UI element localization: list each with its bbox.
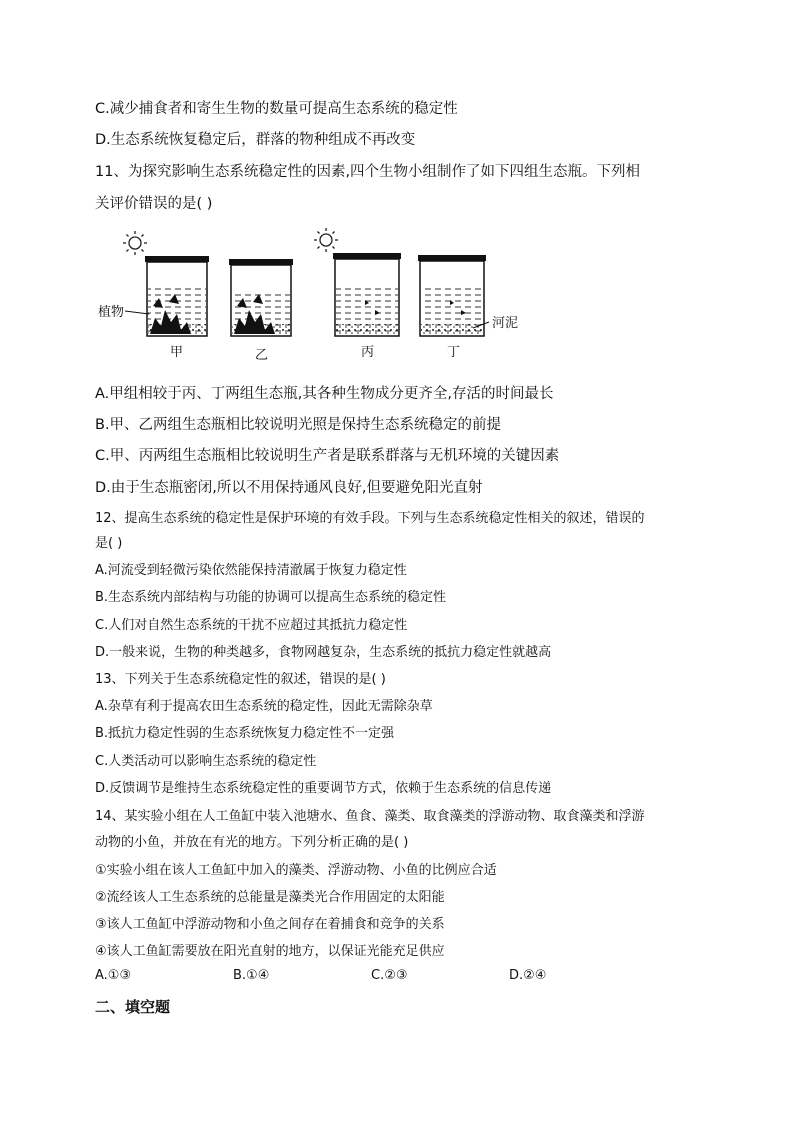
q10-option-c: C.减少捕食者和寄生生物的数量可提高生态系统的稳定性 [95, 101, 458, 117]
q12-stem-line2: 是( ) [95, 536, 123, 551]
q14-statement-3: ③该人工鱼缸中浮游动物和小鱼之间存在着捕食和竞争的关系 [95, 917, 445, 932]
q14-options [95, 968, 715, 988]
q13-option-b: B.抵抗力稳定性弱的生态系统恢复力稳定性不一定强 [95, 726, 395, 741]
bottle-label-ding: 丁 [447, 345, 461, 360]
q12-option-c: C.人们对自然生态系统的干扰不应超过其抵抗力稳定性 [95, 618, 408, 633]
q11-option-d: D.由于生态瓶密闭,所以不用保持通风良好,但要避免阳光直射 [95, 480, 483, 496]
bottle-ding [418, 255, 489, 336]
bottle-label-jia: 甲 [170, 345, 184, 360]
q11-stem-line1: 11、为探究影响生态系统稳定性的因素,四个生物小组制作了如下四组生态瓶。下列相 [95, 164, 641, 180]
q13-stem: 13、下列关于生态系统稳定性的叙述，错误的是( ) [95, 672, 386, 687]
q10-option-d: D.生态系统恢复稳定后，群落的物种组成不再改变 [95, 132, 416, 148]
q12-option-b: B.生态系统内部结构与功能的协调可以提高生态系统的稳定性 [95, 590, 447, 605]
q12-option-d: D.一般来说，生物的种类越多，食物网越复杂，生态系统的抵抗力稳定性就越高 [95, 645, 552, 660]
q14-statement-2: ②流经该人工生态系统的总能量是藻类光合作用固定的太阳能 [95, 890, 445, 905]
section-heading: 二、填空题 [95, 998, 171, 1016]
q12-option-a: A.河流受到轻微污染依然能保持清澈属于恢复力稳定性 [95, 563, 407, 578]
q11-stem-line2: 关评价错误的是( ) [95, 196, 213, 212]
q14-option-c: C.②③ [371, 968, 408, 983]
q11-option-b: B.甲、乙两组生态瓶相比较说明光照是保持生态系统稳定的前提 [95, 417, 502, 433]
q14-statement-4: ④该人工鱼缸需要放在阳光直射的地方，以保证光能充足供应 [95, 944, 445, 959]
label-mud: 河泥 [492, 316, 519, 331]
q11-option-c: C.甲、丙两组生态瓶相比较说明生产者是联系群落与无机环境的关键因素 [95, 448, 560, 464]
q14-stem-line1: 14、某实验小组在人工鱼缸中装入池塘水、鱼食、藻类、取食藻类的浮游动物、取食藻类和浮游 [95, 809, 645, 824]
sun-icon [123, 231, 147, 255]
q13-option-a: A.杂草有利于提高农田生态系统的稳定性，因此无需除杂草 [95, 699, 433, 714]
bottle-bing [333, 253, 401, 336]
bottle-yi [229, 259, 293, 336]
bottle-label-yi: 乙 [255, 348, 269, 363]
q13-option-d: D.反馈调节是维持生态系统稳定性的重要调节方式，依赖于生态系统的信息传递 [95, 781, 552, 796]
q13-option-c: C.人类活动可以影响生态系统的稳定性 [95, 754, 317, 769]
q12-stem-line1: 12、提高生态系统的稳定性是保护环境的有效手段。下列与生态系统稳定性相关的叙述，错误的 [95, 511, 645, 526]
bottle-jia [145, 256, 209, 336]
eco-bottle-figure [95, 226, 535, 366]
sun-icon [314, 228, 338, 252]
q14-option-b: B.①④ [233, 968, 270, 983]
q14-statement-1: ①实验小组在该人工鱼缸中加入的藻类、浮游动物、小鱼的比例应合适 [95, 863, 497, 878]
label-plant: 植物 [98, 305, 125, 320]
q14-option-a: A.①③ [95, 968, 132, 983]
bottle-label-bing: 丙 [361, 345, 375, 360]
q11-option-a: A.甲组相较于丙、丁两组生态瓶,其各种生物成分更齐全,存活的时间最长 [95, 386, 554, 402]
q14-stem-line2: 动物的小鱼，并放在有光的地方。下列分析正确的是( ) [95, 835, 409, 850]
q14-option-d: D.②④ [509, 968, 547, 983]
